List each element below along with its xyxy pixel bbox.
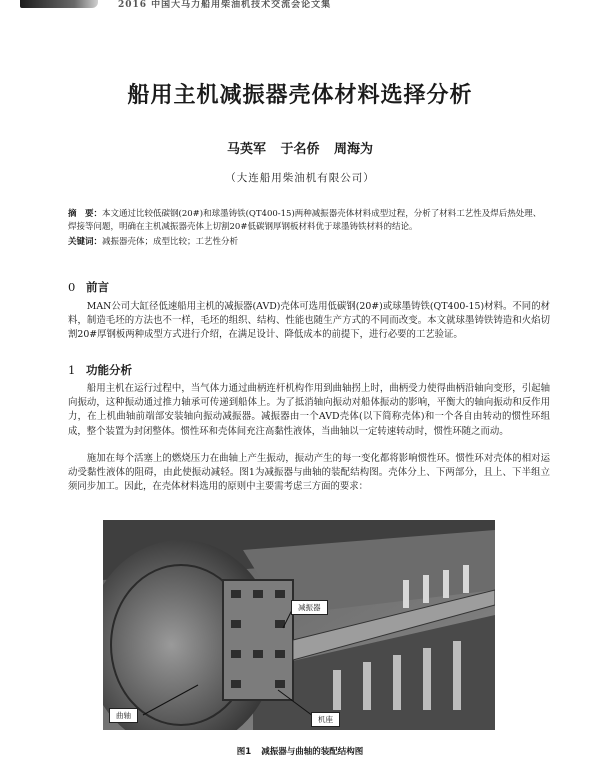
figure-label-frame: 机座 [311, 712, 340, 727]
author-list: 马英军 于名侨 周海为 [226, 142, 374, 157]
section-heading-1 [68, 362, 132, 378]
keywords-label: 关键词： [68, 237, 103, 247]
journal-logo-bar [20, 0, 98, 8]
affiliation: （大连船用柴油机有限公司） [225, 172, 375, 184]
figure-caption [0, 745, 600, 757]
paragraph: MAN公司大缸径低速船用主机的减振器(AVD)壳体可选用低碳钢(20#)或球墨铸铁(QT400-15)材料。不同的材料，制造毛坯的方法也不一样，毛坯的组织、结构、性能也随生产方式的不同而改变。本文就球墨铸铁铸造和火焰切割20#厚钢板两种成型方式进行介绍，在满足设计、降低成本的前提下，进行必要的工艺验证。 [68, 301, 550, 341]
section-number: 0 [68, 280, 76, 294]
section-heading-0 [68, 279, 109, 295]
running-head [0, 0, 600, 12]
abstract-label: 摘 要： [68, 209, 103, 219]
figure-1-assembly-photo [103, 520, 495, 730]
keywords-text: 减振器壳体；成型比较；工艺性分析 [102, 237, 239, 247]
abstract [68, 208, 548, 234]
paragraph: 船用主机在运行过程中，当气体力通过曲柄连杆机构作用到曲轴拐上时，曲柄受力使得曲柄沿轴向变形，引起轴向振动，这种振动通过推力轴承可传递到船体上。为了抵消轴向振动对船体振动的影响，平衡大的轴向振动和反作用力，在上机曲轴前端部安装轴向振动减振器。减振器由一个AVD壳体(以下简称壳体)和一个各自由转动的惯性环组成，整个装置为封闭整体。惯性环和壳体间充注高黏性液体，当曲轴以一定转速转动时，惯性环随之而动。 [68, 383, 550, 437]
figure-caption-text: 减振器与曲轴的装配结构图 [261, 747, 364, 757]
paper-title: 船用主机减振器壳体材料选择分析 [127, 82, 473, 108]
section-number: 1 [68, 363, 76, 377]
figure-number: 图1 [236, 747, 252, 757]
keywords [68, 236, 548, 249]
section-title: 前言 [86, 280, 109, 294]
section-title: 功能分析 [86, 363, 132, 377]
paragraph: 施加在每个活塞上的燃烧压力在曲轴上产生振动，振动产生的每一变化都将影响惯性环。惯性环对壳体的相对运动受黏性液体的阻碍，由此使振动减轻。图1为减振器与曲轴的装配结构图。壳体分上、下两部分，且上、下半组立须同步加工。因此，在壳体材料选用的原则中主要需考虑三方面的要求： [68, 453, 550, 493]
figure-label-damper: 减振器 [291, 600, 328, 615]
running-head-text: 2016 中国大马力船用柴油机技术交流会论文集 [118, 0, 332, 10]
assembly-illustration [103, 520, 495, 730]
figure-label-crankshaft: 曲轴 [109, 708, 138, 723]
abstract-text: 本文通过比较低碳钢(20#)和球墨铸铁(QT400-15)两种减振器壳体材料成型过程，分析了材料工艺性及焊后热处理、焊接等问题，明确在主机减振器壳体上切割20#低碳钢厚钢板材料优于球墨铸铁材料的结论。 [68, 209, 542, 232]
